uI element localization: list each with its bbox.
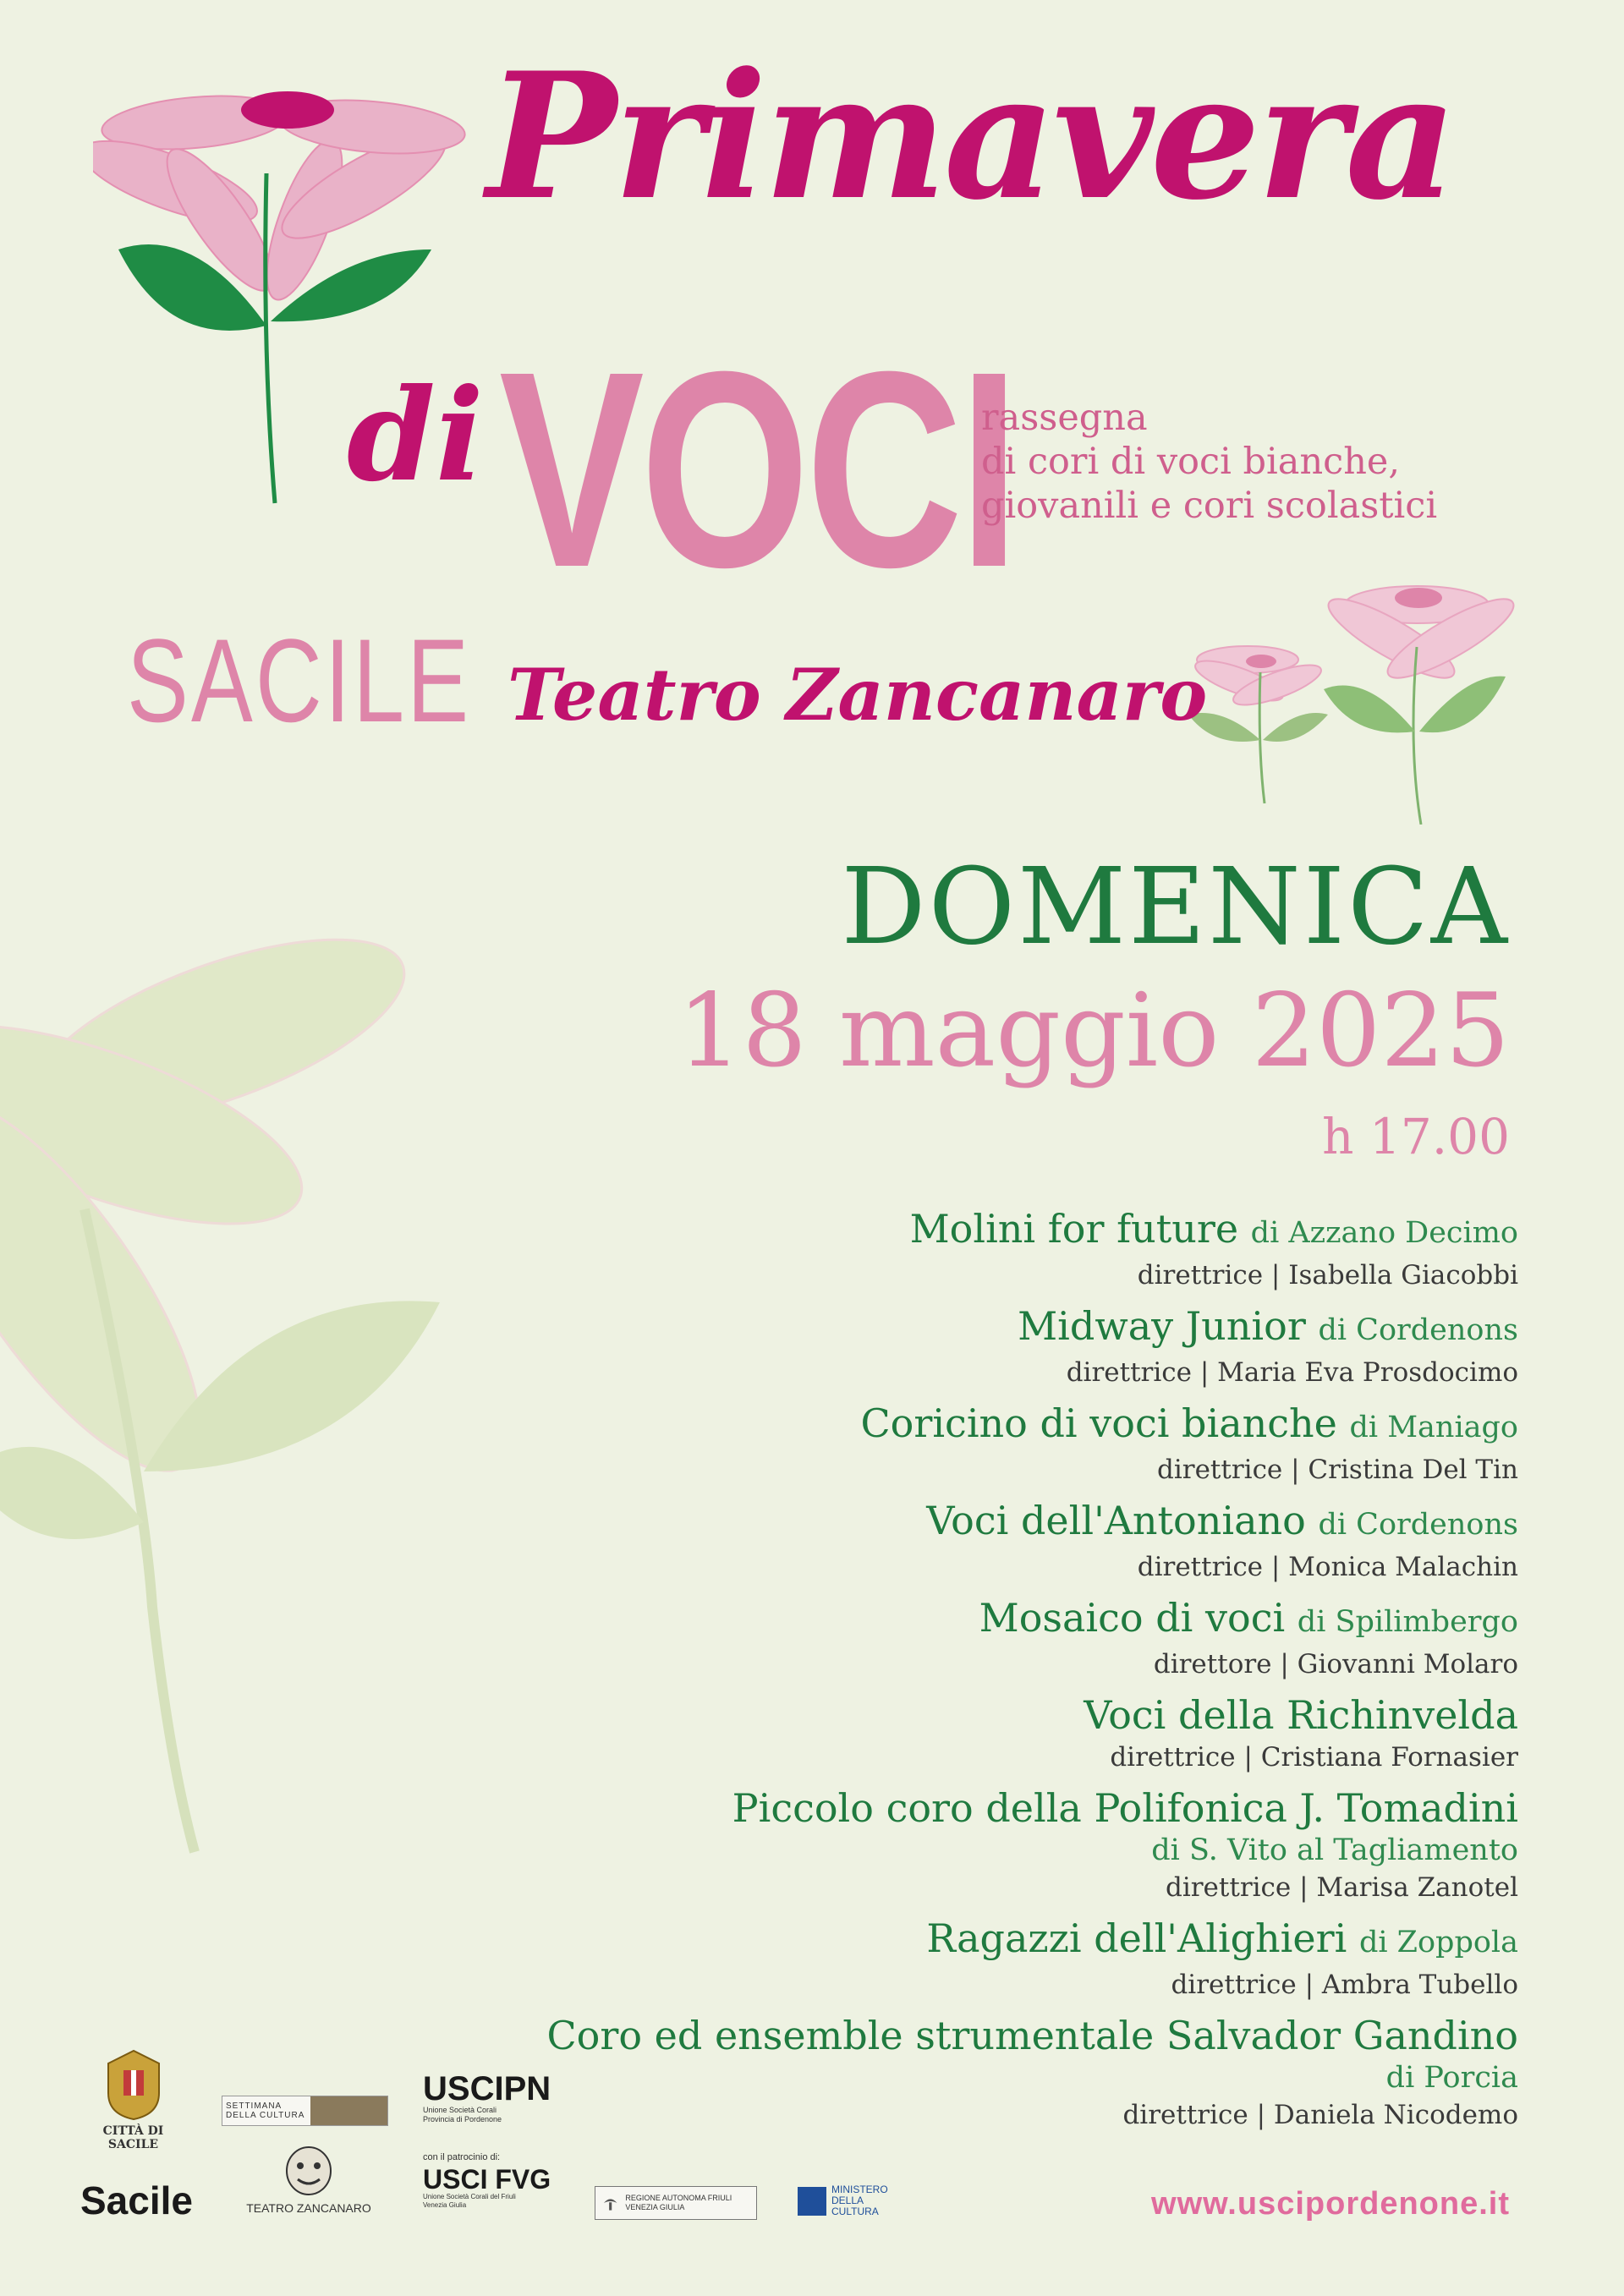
choir-director: direttrice | Ambra Tubello xyxy=(1171,1970,1518,2000)
uscipn-logo xyxy=(423,2072,567,2124)
choir-origin: di Porcia xyxy=(1385,2061,1518,2095)
uscipn-label: USCIPN xyxy=(423,2070,551,2107)
choir-name: Coro ed ensemble strumentale Salvador Gandino xyxy=(546,2013,1518,2058)
uscifvg-label: USCI FVG xyxy=(423,2164,551,2195)
choir-director: direttrice | Daniela Nicodemo xyxy=(1122,2100,1518,2130)
choir-entry xyxy=(250,1691,1518,1776)
theatre-mask-icon xyxy=(279,2144,338,2198)
choir-name: Molini for future xyxy=(909,1206,1239,1252)
choir-director: direttrice | Isabella Giacobbi xyxy=(1137,1260,1518,1290)
choir-entry xyxy=(250,1784,1518,1906)
choir-origin: di Cordenons xyxy=(1318,1508,1518,1542)
subtitle-line: di cori di voci bianche, xyxy=(981,441,1401,483)
choir-origin: di Spilimbergo xyxy=(1297,1605,1518,1639)
settimana-cultura-image xyxy=(310,2096,387,2125)
small-flowers-illustration xyxy=(1180,579,1527,825)
uscipn-sublabel: Unione Società Corali Provincia di Pordenone xyxy=(423,2106,502,2123)
choir-director: direttore | Giovanni Molaro xyxy=(1153,1649,1518,1680)
subtitle xyxy=(981,396,1522,528)
choir-origin: di Cordenons xyxy=(1318,1313,1518,1347)
choir-name: Mosaico di voci xyxy=(979,1595,1286,1641)
title-voci: VOCI xyxy=(499,313,1016,625)
eagle-icon xyxy=(601,2190,620,2216)
settimana-cultura-label: SETTIMANA DELLA CULTURA xyxy=(226,2101,305,2120)
coat-of-arms-icon xyxy=(100,2047,167,2121)
ministero-label: MINISTERO DELLA CULTURA xyxy=(831,2184,888,2217)
regione-label: REGIONE AUTONOMA FRIULI VENEZIA GIULIA xyxy=(625,2194,732,2211)
choir-name: Voci della Richinvelda xyxy=(1084,1692,1518,1738)
choir-name: Voci dell'Antoniano xyxy=(926,1498,1306,1543)
event-date: 18 maggio 2025 xyxy=(678,973,1510,1090)
patrocinio-label: con il patrocinio di: xyxy=(423,2152,501,2162)
choir-name: Ragazzi dell'Alighieri xyxy=(926,1915,1347,1961)
teatro-zancanaro-logo xyxy=(245,2144,372,2215)
choir-director: direttrice | Marisa Zanotel xyxy=(1165,1872,1518,1903)
choir-entry xyxy=(250,1497,1518,1586)
settimana-cultura-logo xyxy=(222,2096,388,2126)
choir-origin: di Maniago xyxy=(1349,1411,1518,1444)
choir-origin: di Azzano Decimo xyxy=(1250,1216,1518,1250)
uscifvg-sublabel: Unione Società Corali del Friuli Venezia Giulia xyxy=(423,2193,516,2209)
choir-director: direttrice | Cristina Del Tin xyxy=(1157,1455,1518,1485)
choir-name: Coricino di voci bianche xyxy=(860,1400,1337,1446)
uscifvg-logo xyxy=(423,2152,567,2210)
program-list xyxy=(250,1205,1518,2142)
subtitle-line: rassegna xyxy=(981,397,1148,439)
regione-fvg-logo xyxy=(595,2186,757,2220)
sacile-logo xyxy=(80,2178,193,2223)
choir-name: Midway Junior xyxy=(1018,1303,1306,1349)
choir-origin: di S. Vito al Tagliamento xyxy=(1151,1833,1518,1867)
choir-name: Piccolo coro della Polifonica J. Tomadini xyxy=(732,1785,1518,1831)
subtitle-line: giovanili e cori scolastici xyxy=(981,485,1438,527)
choir-origin: di Zoppola xyxy=(1358,1926,1518,1959)
choir-director: direttrice | Monica Malachin xyxy=(1137,1552,1518,1582)
event-day: DOMENICA xyxy=(841,846,1510,968)
ministero-emblem-icon xyxy=(798,2187,826,2216)
title-di: di xyxy=(347,361,484,510)
choir-entry xyxy=(250,1205,1518,1294)
choir-entry xyxy=(250,1915,1518,2003)
teatro-zancanaro-label: TEATRO ZANCANARO xyxy=(246,2201,371,2215)
choir-director: direttrice | Cristiana Fornasier xyxy=(1110,1742,1518,1773)
choir-entry xyxy=(250,1400,1518,1488)
title-primavera: Primavera xyxy=(486,36,1455,238)
website-link[interactable]: www.uscipordenone.it xyxy=(1151,2186,1510,2222)
citta-sacile-label: CITTÀ DI SACILE xyxy=(102,2124,164,2151)
venue-city: SACILE xyxy=(127,614,472,747)
venue-theatre: Teatro Zancanaro xyxy=(508,653,1208,737)
event-time: h 17.00 xyxy=(1322,1108,1510,1165)
ministero-cultura-logo xyxy=(798,2184,908,2217)
sacile-logo-label: Sacile xyxy=(80,2178,193,2222)
choir-director: direttrice | Maria Eva Prosdocimo xyxy=(1066,1357,1518,1388)
choir-entry xyxy=(250,1302,1518,1391)
citta-sacile-logo xyxy=(80,2047,186,2151)
choir-entry xyxy=(250,1594,1518,1683)
